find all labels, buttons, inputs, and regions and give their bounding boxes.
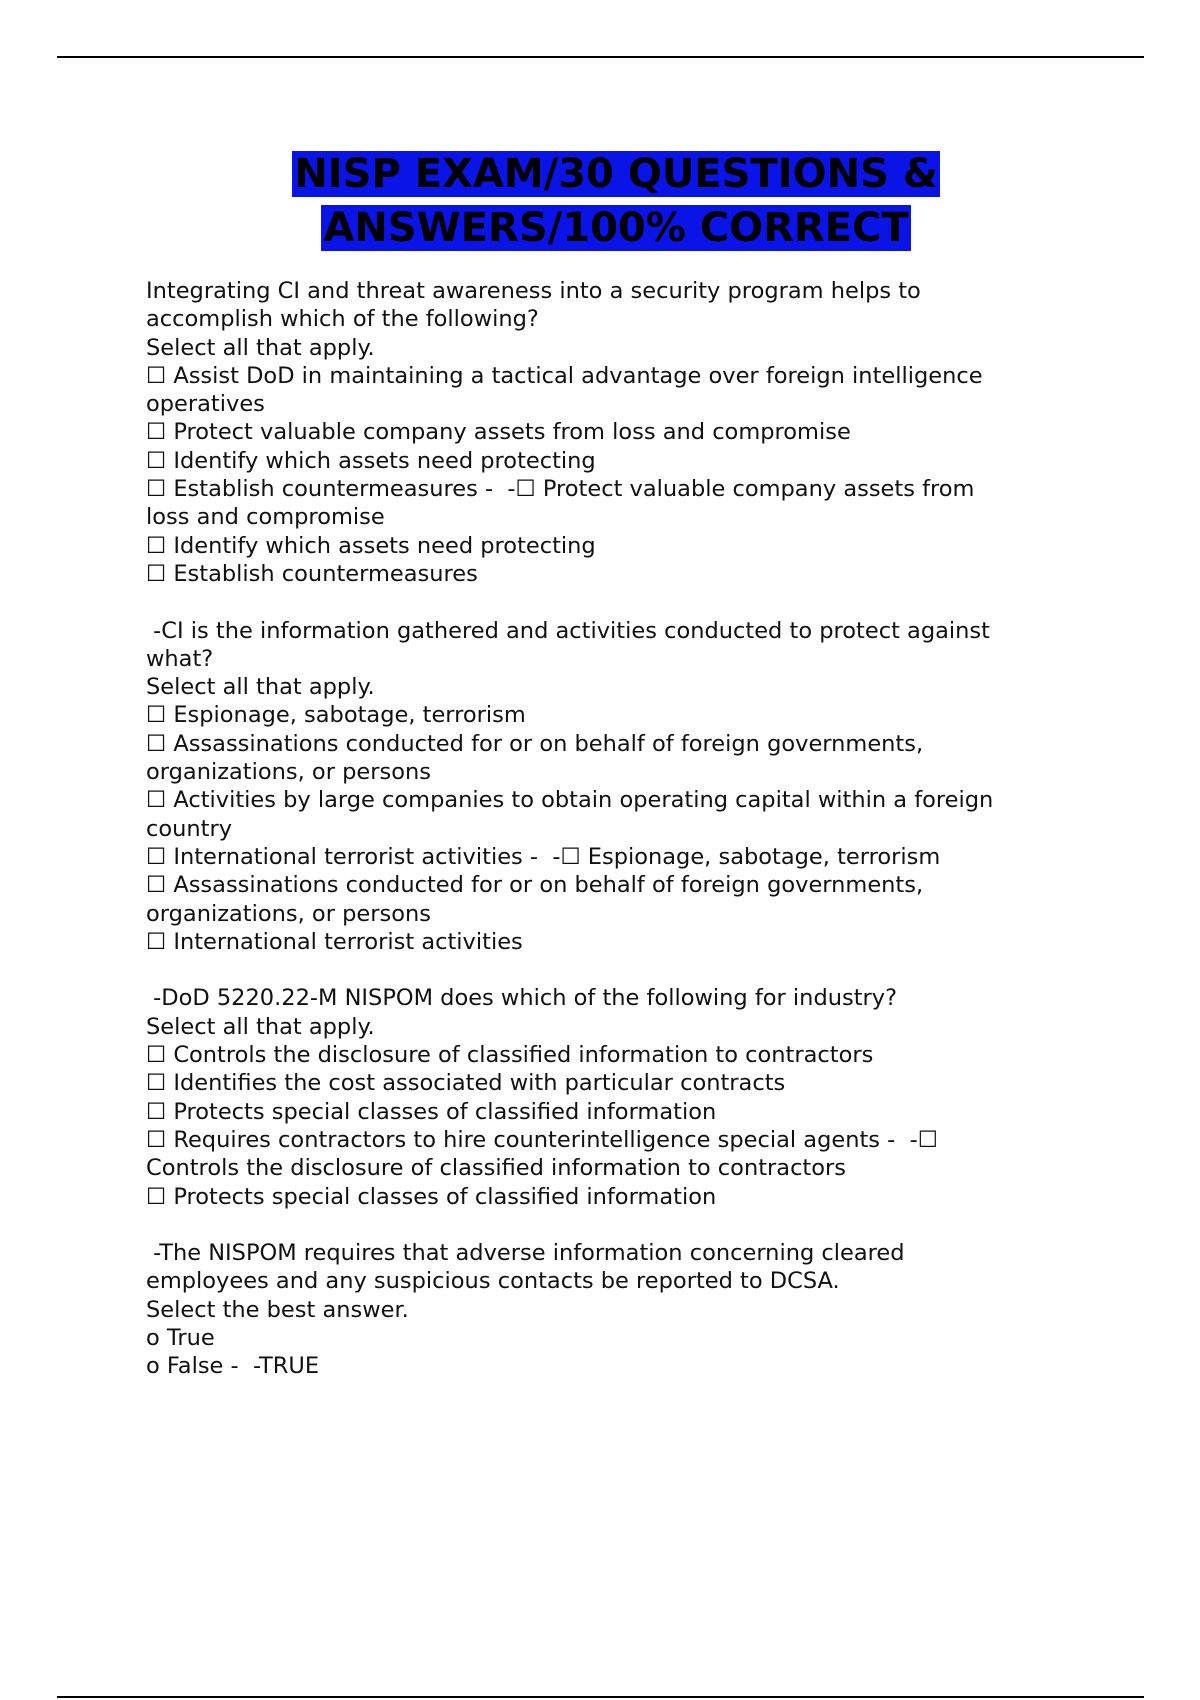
- text-line: Controls the disclosure of classified information to contractors: [146, 1155, 846, 1182]
- paragraph-spacer: [146, 588, 1076, 616]
- title-line-2: ANSWERS/100% CORRECT: [323, 205, 909, 251]
- text-line: Integrating CI and threat awareness into a security program helps to: [146, 278, 921, 304]
- text-line: Select all that apply.: [146, 674, 375, 701]
- text-line: -DoD 5220.22-M NISPOM does which of the following for industry?: [146, 985, 898, 1012]
- text-line: Select all that apply.: [146, 1013, 375, 1040]
- text-line: operatives: [146, 391, 265, 418]
- text-line: ☐ Identify which assets need protecting: [146, 532, 596, 559]
- text-line: ☐ Espionage, sabotage, terrorism: [146, 702, 526, 729]
- text-line: ☐ Assassinations conducted for or on behalf of foreign governments,: [146, 872, 924, 899]
- text-line: -The NISPOM requires that adverse information concerning cleared: [146, 1240, 905, 1267]
- text-line: o True: [146, 1324, 215, 1351]
- text-line: ☐ Protects special classes of classified information: [146, 1183, 717, 1210]
- text-line: ☐ Protects special classes of classified information: [146, 1098, 717, 1125]
- text-line: ☐ Requires contractors to hire counterintelligence special agents - -☐: [146, 1126, 938, 1153]
- text-line: ☐ Identify which assets need protecting: [146, 447, 596, 474]
- title-line-1: NISP EXAM/30 QUESTIONS &: [294, 151, 938, 197]
- text-line: accomplish which of the following?: [146, 306, 539, 333]
- header-rule: [57, 56, 1144, 58]
- text-line: what?: [146, 645, 214, 672]
- text-line: ☐ Establish countermeasures - -☐ Protect valuable company assets from: [146, 476, 975, 503]
- text-line: ☐ Establish countermeasures: [146, 560, 478, 587]
- text-line: ☐ Protect valuable company assets from loss and compromise: [146, 419, 851, 446]
- text-line: ☐ Activities by large companies to obtain operating capital within a foreign: [146, 787, 994, 814]
- text-line: Select the best answer.: [146, 1296, 409, 1323]
- text-line: country: [146, 815, 233, 842]
- text-line: organizations, or persons: [146, 759, 431, 786]
- paragraph-spacer: [146, 1211, 1076, 1239]
- text-line: loss and compromise: [146, 504, 385, 531]
- text-line: organizations, or persons: [146, 900, 431, 927]
- footer-rule: [57, 1696, 1144, 1698]
- document-title: [0, 147, 1200, 255]
- text-line: ☐ International terrorist activities - -☐ Espionage, sabotage, terrorism: [146, 843, 941, 870]
- paragraph-spacer: [146, 956, 1076, 984]
- text-line: ☐ Controls the disclosure of classified information to contractors: [146, 1042, 874, 1069]
- text-line: o False - -TRUE: [146, 1353, 320, 1380]
- text-line: ☐ Assassinations conducted for or on behalf of foreign governments,: [146, 730, 924, 757]
- text-line: ☐ International terrorist activities: [146, 928, 523, 955]
- document-body: [146, 277, 1076, 1381]
- text-line: ☐ Identifies the cost associated with particular contracts: [146, 1070, 786, 1097]
- text-line: ☐ Assist DoD in maintaining a tactical advantage over foreign intelligence: [146, 362, 983, 389]
- text-line: employees and any suspicious contacts be reported to DCSA.: [146, 1268, 840, 1295]
- text-line: -CI is the information gathered and activities conducted to protect against: [146, 617, 990, 644]
- text-line: Select all that apply.: [146, 334, 375, 361]
